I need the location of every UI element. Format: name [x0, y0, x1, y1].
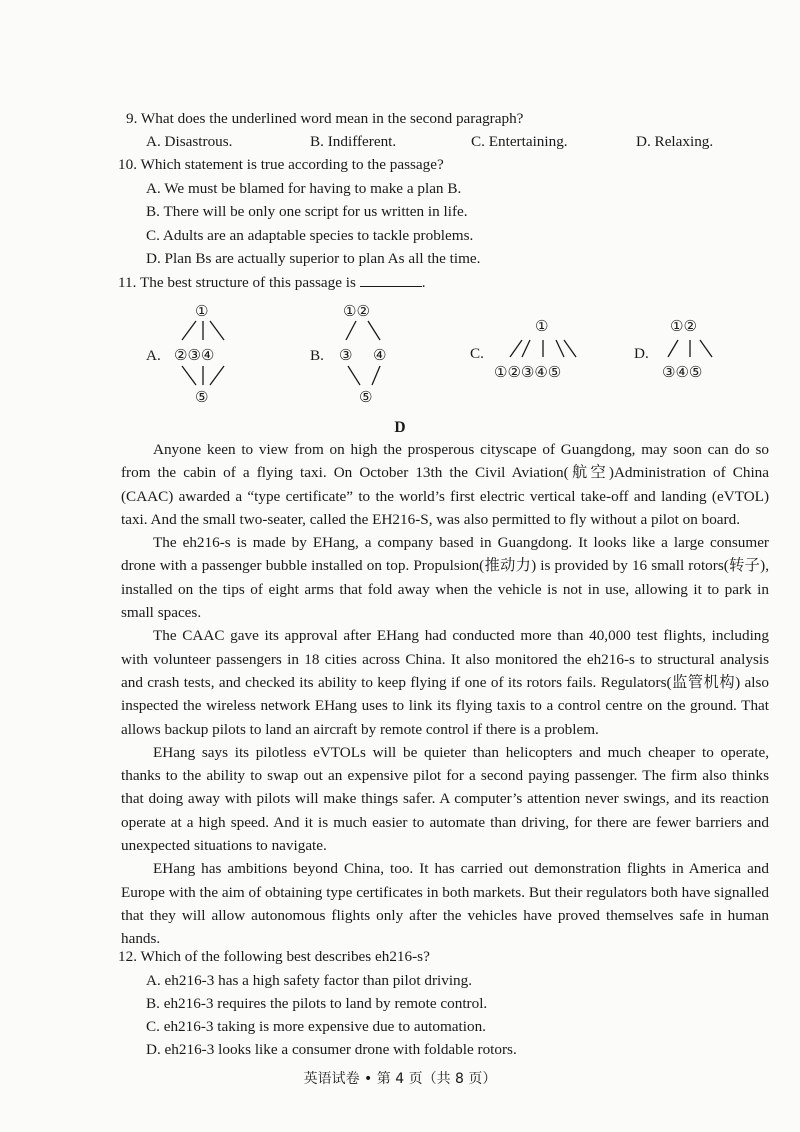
- diagram-c-top: ①: [535, 317, 549, 335]
- diagram-a-label: A.: [146, 347, 161, 364]
- q11-stem: [118, 271, 425, 294]
- answer-blank: [360, 271, 422, 287]
- section-heading: D: [394, 419, 406, 436]
- q10-option-d[interactable]: D. Plan Bs are actually superior to plan As all the time.: [146, 250, 481, 267]
- passage-paragraph-4: EHang says its pilotless eVTOLs will be quieter than helicopters and much cheaper to operate, thanks to the ability to swap out an expensive pilot for a second paying passenger. The firm also thinks that doing away with pilots will make things safer. A computer’s attention never swings, and its reaction operate at a high speed. And it is much easier to automate than driving, for there are fewer barriers and unexpected situations to navigate.: [121, 743, 769, 855]
- diagram-b-right: ④: [373, 346, 387, 364]
- q10-stem: 10. Which statement is true according to the passage?: [118, 156, 444, 173]
- q9-stem: 9. What does the underlined word mean in the second paragraph?: [126, 110, 524, 127]
- diagram-d-bottom: ③④⑤: [662, 363, 703, 381]
- diagram-b-left: ③: [339, 346, 353, 364]
- passage-paragraph-5: EHang has ambitions beyond China, too. It has carried out demonstration flights in America and Europe with the aim of obtaining type certificates in both markets. But their regulators both have signalled that they will allow autonomous flights only after the vehicles have proved themselves safe in human hands.: [121, 860, 769, 948]
- diagram-a-connectors: [146, 300, 256, 410]
- diagram-d-top: ①②: [670, 317, 697, 335]
- diagram-b-label: B.: [310, 347, 324, 364]
- diagram-a[interactable]: [146, 300, 256, 410]
- q9-option-a[interactable]: A. Disastrous.: [146, 133, 233, 150]
- q11-stem-end: .: [421, 274, 426, 291]
- diagram-b[interactable]: [310, 300, 420, 410]
- q9-option-d[interactable]: D. Relaxing.: [636, 133, 714, 150]
- diagram-b-bottom: ⑤: [359, 388, 373, 406]
- q10-option-b[interactable]: B. There will be only one script for us written in life.: [146, 203, 468, 220]
- diagram-d-label: D.: [634, 345, 649, 362]
- q11-stem-text: 11. The best structure of this passage is: [118, 274, 356, 291]
- diagram-a-bottom: ⑤: [195, 388, 209, 406]
- diagram-d-connectors: [634, 315, 744, 385]
- q10-option-c[interactable]: C. Adults are an adaptable species to tackle problems.: [146, 227, 474, 244]
- q9-option-b[interactable]: B. Indifferent.: [310, 133, 397, 150]
- diagram-d[interactable]: [634, 315, 744, 385]
- q12-option-a[interactable]: A. eh216-3 has a high safety factor than pilot driving.: [146, 972, 473, 989]
- diagram-a-top: ①: [195, 302, 209, 320]
- passage: [121, 438, 769, 951]
- passage-paragraph-3: The CAAC gave its approval after EHang had conducted more than 40,000 test flights, including with volunteer passengers in 18 cities across China. It also monitored the eh216-s to structural analysis and crash tests, and checked its ability to keep flying if one of its rotors fails. Regulators(监管机构) also inspected the wireless network EHang uses to link its flying taxis to a control centre on the ground. That allows backup pilots to land an aircraft by remote control if there is a problem.: [121, 627, 769, 738]
- diagram-c[interactable]: [470, 315, 600, 385]
- q12-option-d[interactable]: D. eh216-3 looks like a consumer drone with foldable rotors.: [146, 1041, 517, 1058]
- diagram-a-middle: ②③④: [174, 346, 215, 364]
- diagram-b-top: ①②: [343, 302, 370, 320]
- passage-paragraph-2: The eh216-s is made by EHang, a company based in Guangdong. It looks like a large consumer drone with a passenger bubble installed on top. Propulsion(推动力) is provided by 16 small rotors(转子), installed on the tips of eight arms that fold away when the vehicle is not in use, allowing it to park in small spaces.: [121, 534, 769, 622]
- q10-option-a[interactable]: A. We must be blamed for having to make a plan B.: [146, 180, 462, 197]
- diagram-c-bottom: ①②③④⑤: [494, 363, 562, 381]
- q12-stem: 12. Which of the following best describes eh216-s?: [118, 948, 430, 965]
- q9-option-c[interactable]: C. Entertaining.: [471, 133, 568, 150]
- diagram-b-connectors: [310, 300, 420, 410]
- page-footer: 英语试卷 • 第 4 页（共 8 页）: [303, 1071, 497, 1087]
- q12-option-c[interactable]: C. eh216-3 taking is more expensive due to automation.: [146, 1018, 486, 1035]
- passage-paragraph-1: Anyone keen to view from on high the prosperous cityscape of Guangdong, may soon can do so from the cabin of a flying taxi. On October 13th the Civil Aviation(航空)Administration of China (CAAC) awarded a “type certificate” to the world’s first electric vertical take-off and landing (eVTOL) taxi. And the small two-seater, called the EH216-S, was also permitted to fly without a pilot on board.: [121, 441, 769, 528]
- diagram-c-label: C.: [470, 345, 484, 362]
- diagram-c-connectors: [470, 315, 600, 385]
- q12-option-b[interactable]: B. eh216-3 requires the pilots to land by remote control.: [146, 995, 488, 1012]
- q9-options: [0, 130, 800, 154]
